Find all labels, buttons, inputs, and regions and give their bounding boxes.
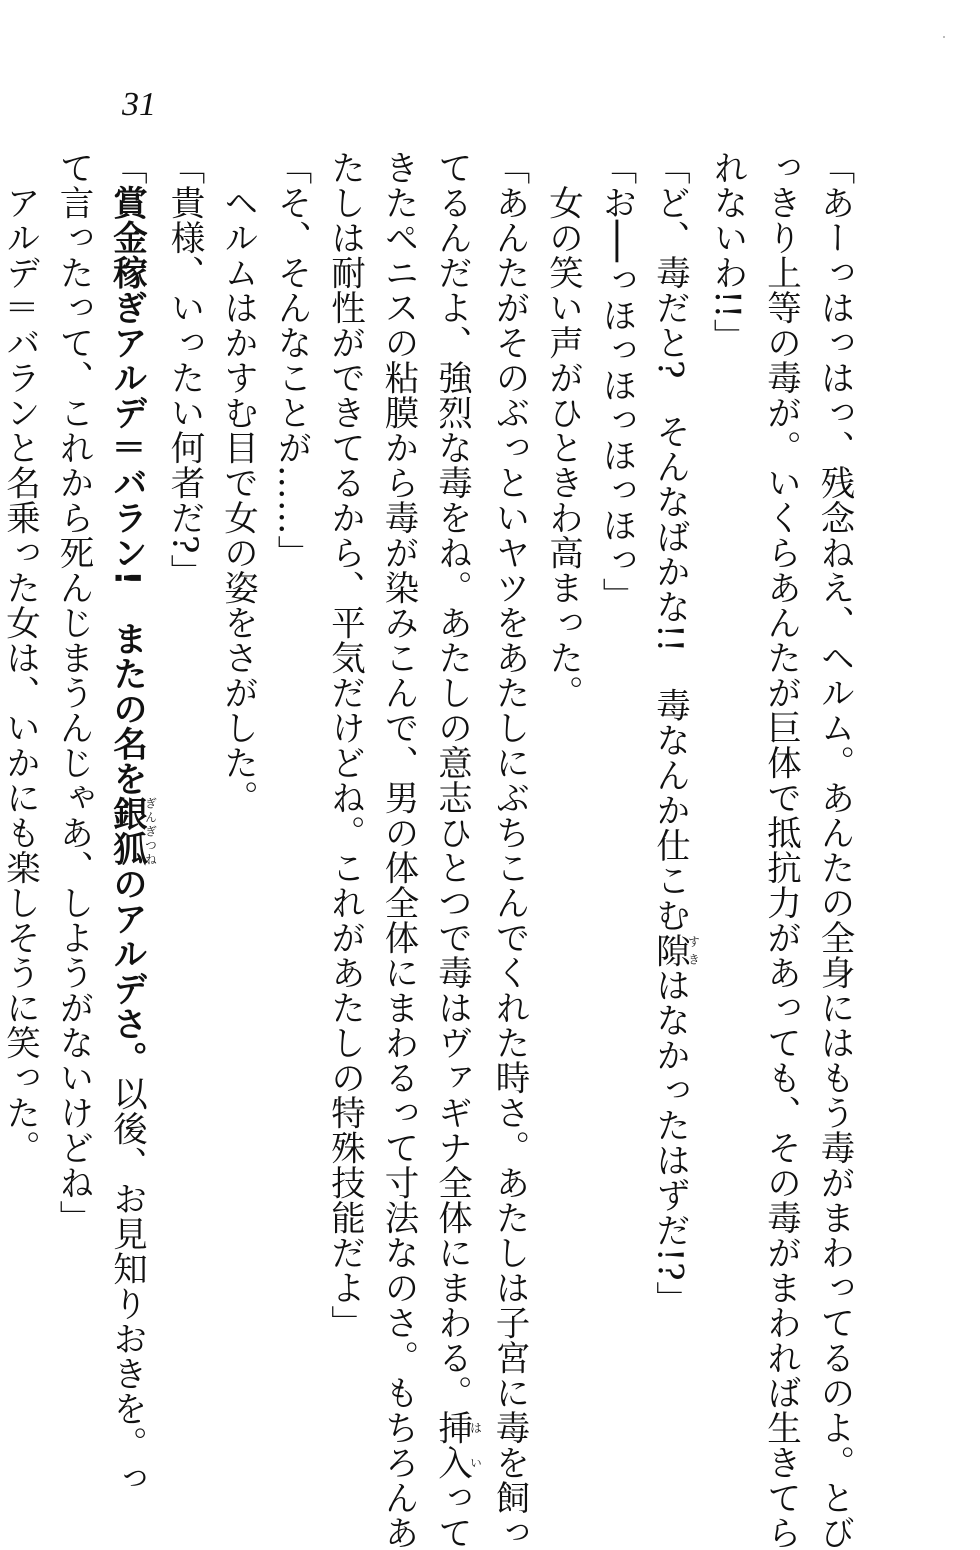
text-segment: っきり上等の毒が。いくらあんたが巨体で抵抗力があっても、その毒がまわれば生きてら [760,150,801,1550]
text-column [807,150,861,1550]
text-segment: はなかったはずだ!?」 [649,967,690,1317]
text-column [753,150,807,1550]
text-column [535,150,589,1400]
text-column [99,150,158,1497]
text-segment: れないわ!!」 [707,150,747,354]
text-segment: て言ったって、これから死んじまうんじゃあ、しようがないけどね」 [53,150,93,1235]
text-segment: 「そ、そんなことが……」 [271,150,311,570]
text-segment: 女の笑い声がひときわ高まった。 [542,150,583,710]
text-segment: って [431,1480,472,1550]
text-column [0,150,46,1400]
ruby-annotated-word [649,932,701,968]
text-column [700,150,754,1400]
page-number: 31 [122,86,156,123]
text-column [317,150,371,1400]
text-column [46,150,100,1400]
text-column [642,150,700,1400]
ruby-annotated-word [106,796,158,867]
text-column [424,150,483,1550]
ruby-annotated-word [431,1410,483,1480]
text-segment: 「お──っほっほっほっほっ」 [596,150,636,613]
text-segment: 「 [106,150,147,185]
bold-text-segment: のアルデさ。 [106,866,147,1077]
ruby-base: 挿入 [431,1410,472,1480]
text-column [482,150,536,1550]
ruby-reading: はい [468,1410,483,1480]
text-column [264,150,318,1400]
text-segment: ヘルムはかすむ目で女の姿をさがした。 [217,150,258,815]
text-column [371,150,425,1550]
scan-speck [943,36,945,38]
text-segment: 「あーっはっはっ、残念ねえ、ヘルム。あんたの全身にはもう毒がまわってるのよ。とび [814,150,854,1550]
text-column [210,150,264,1400]
ruby-base: 銀狐 [106,796,147,867]
ruby-base: 隙 [649,932,690,968]
text-segment: アルデ＝バランと名乗った女は、いかにも楽しそうに笑った。 [0,150,40,1165]
text-segment: 「貴様、いったい何者だ?」 [164,150,204,589]
ruby-reading: すき [686,932,701,968]
text-segment: てるんだよ、強烈な毒をね。あたしの意志ひとつで毒はヴァギナ全体にまわる。 [431,150,472,1410]
vertical-body-text [0,150,860,1550]
text-column [157,150,211,1400]
text-segment: 「ど、毒だと? そんなばかな!! 毒なんか仕こむ [649,150,690,933]
ruby-reading: ぎんぎつね [143,796,158,867]
text-segment: 「あんたがそのぶっといヤツをあたしにぶちこんでくれた時さ。あたしは子宮に毒を飼っ [489,150,529,1550]
bold-text-segment: 賞金稼ぎアルデ＝バラン! またの名を [106,185,147,797]
text-segment: たしは耐性ができてるから、平気だけどね。これがあたしの特殊技能だよ」 [324,150,365,1340]
text-column [589,150,643,1400]
text-segment: 以後、お見知りおきを。っ [106,1076,147,1497]
text-segment: きたペニスの粘膜から毒が染みこんで、男の体全体にまわるって寸法なのさ。もちろんあ [378,150,418,1550]
